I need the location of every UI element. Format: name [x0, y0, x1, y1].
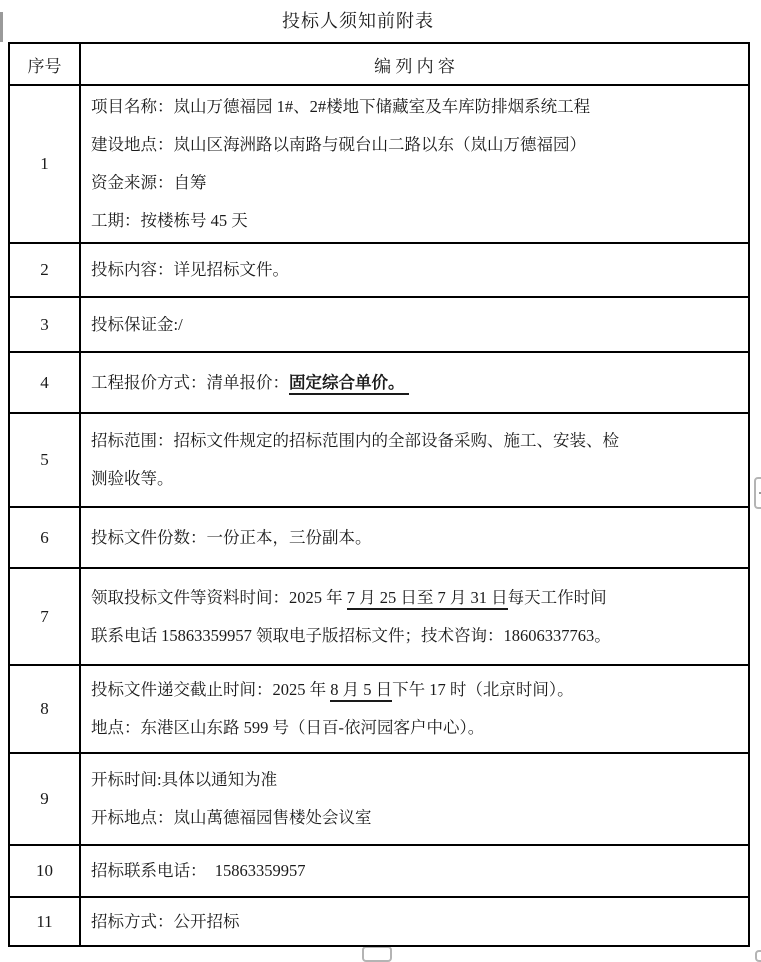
content-line: 投标文件份数：一份正本，三份副本。 — [91, 527, 372, 547]
table-row — [9, 243, 749, 297]
content-line: 投标内容：详见招标文件。 — [91, 260, 289, 279]
bidder-notice-table — [8, 42, 750, 947]
table-row — [9, 413, 749, 507]
row-number: 7 — [9, 568, 80, 665]
table-body — [9, 85, 749, 946]
content-line: 资金来源：自筹 — [91, 173, 207, 192]
row-content — [80, 568, 749, 665]
row-number: 6 — [9, 507, 80, 568]
content-line: 测验收等。 — [91, 469, 174, 488]
content-line: 投标文件递交截止时间：2025 年 8 月 5 日下午 17 时（北京时间）。 — [91, 671, 740, 709]
content-line: 开标地点：岚山萬德福园售楼处会议室 — [91, 808, 372, 827]
table-row — [9, 897, 749, 946]
content-line: 工程报价方式：清单报价：固定综合单价。 — [91, 364, 740, 402]
table-row — [9, 507, 749, 568]
table-row — [9, 665, 749, 753]
row-number: 4 — [9, 352, 80, 413]
side-collapsed-button[interactable] — [754, 477, 761, 509]
table-row — [9, 85, 749, 243]
row-content — [80, 297, 749, 352]
row-content — [80, 845, 749, 897]
row-content — [80, 897, 749, 946]
row-number: 1 — [9, 85, 80, 243]
content-line: 招标方式：公开招标 — [91, 911, 240, 931]
row-content — [80, 665, 749, 753]
content-line: 项目名称：岚山万德福园 1#、2#楼地下储藏室及车库防排烟系统工程 — [91, 97, 591, 116]
row-content — [80, 507, 749, 568]
table-row — [9, 845, 749, 897]
row-content — [80, 413, 749, 507]
table-row — [9, 352, 749, 413]
bottom-corner-collapsed-button[interactable] — [755, 950, 761, 962]
row-content — [80, 243, 749, 297]
bottom-collapsed-button[interactable] — [362, 946, 392, 962]
column-header-no: 序号 — [9, 43, 80, 85]
row-number: 8 — [9, 665, 80, 753]
row-number: 10 — [9, 845, 80, 897]
row-number: 3 — [9, 297, 80, 352]
row-number: 11 — [9, 897, 80, 946]
row-number: 2 — [9, 243, 80, 297]
content-line: 联系电话 15863359957 领取电子版招标文件；技术咨询：18606337763。 — [91, 625, 611, 645]
content-line: 工期：按楼栋号 45 天 — [91, 211, 248, 230]
row-content — [80, 85, 749, 243]
content-line: 招标范围：招标文件规定的招标范围内的全部设备采购、施工、安装、检 — [91, 431, 619, 450]
table-row — [9, 753, 749, 845]
content-line: 地点：东港区山东路 599 号（日百-依河园客户中心）。 — [91, 718, 485, 737]
content-line: 投标保证金:/ — [91, 314, 183, 334]
table-header-row — [9, 43, 749, 85]
content-line: 开标时间:具体以通知为准 — [91, 770, 278, 789]
row-number: 9 — [9, 753, 80, 845]
table-row — [9, 568, 749, 665]
row-number: 5 — [9, 413, 80, 507]
content-line: 招标联系电话： 15863359957 — [91, 861, 306, 880]
content-line: 建设地点：岚山区海洲路以南路与砚台山二路以东（岚山万德福园） — [91, 135, 586, 154]
row-content — [80, 753, 749, 845]
page-title: 投标人须知前附表 — [282, 11, 434, 31]
table-row — [9, 297, 749, 352]
content-line: 领取投标文件等资料时间：2025 年 7 月 25 日至 7 月 31 日每天工作时间 — [91, 579, 740, 617]
row-content — [80, 352, 749, 413]
column-header-content: 编 列 内 容 — [80, 43, 749, 85]
